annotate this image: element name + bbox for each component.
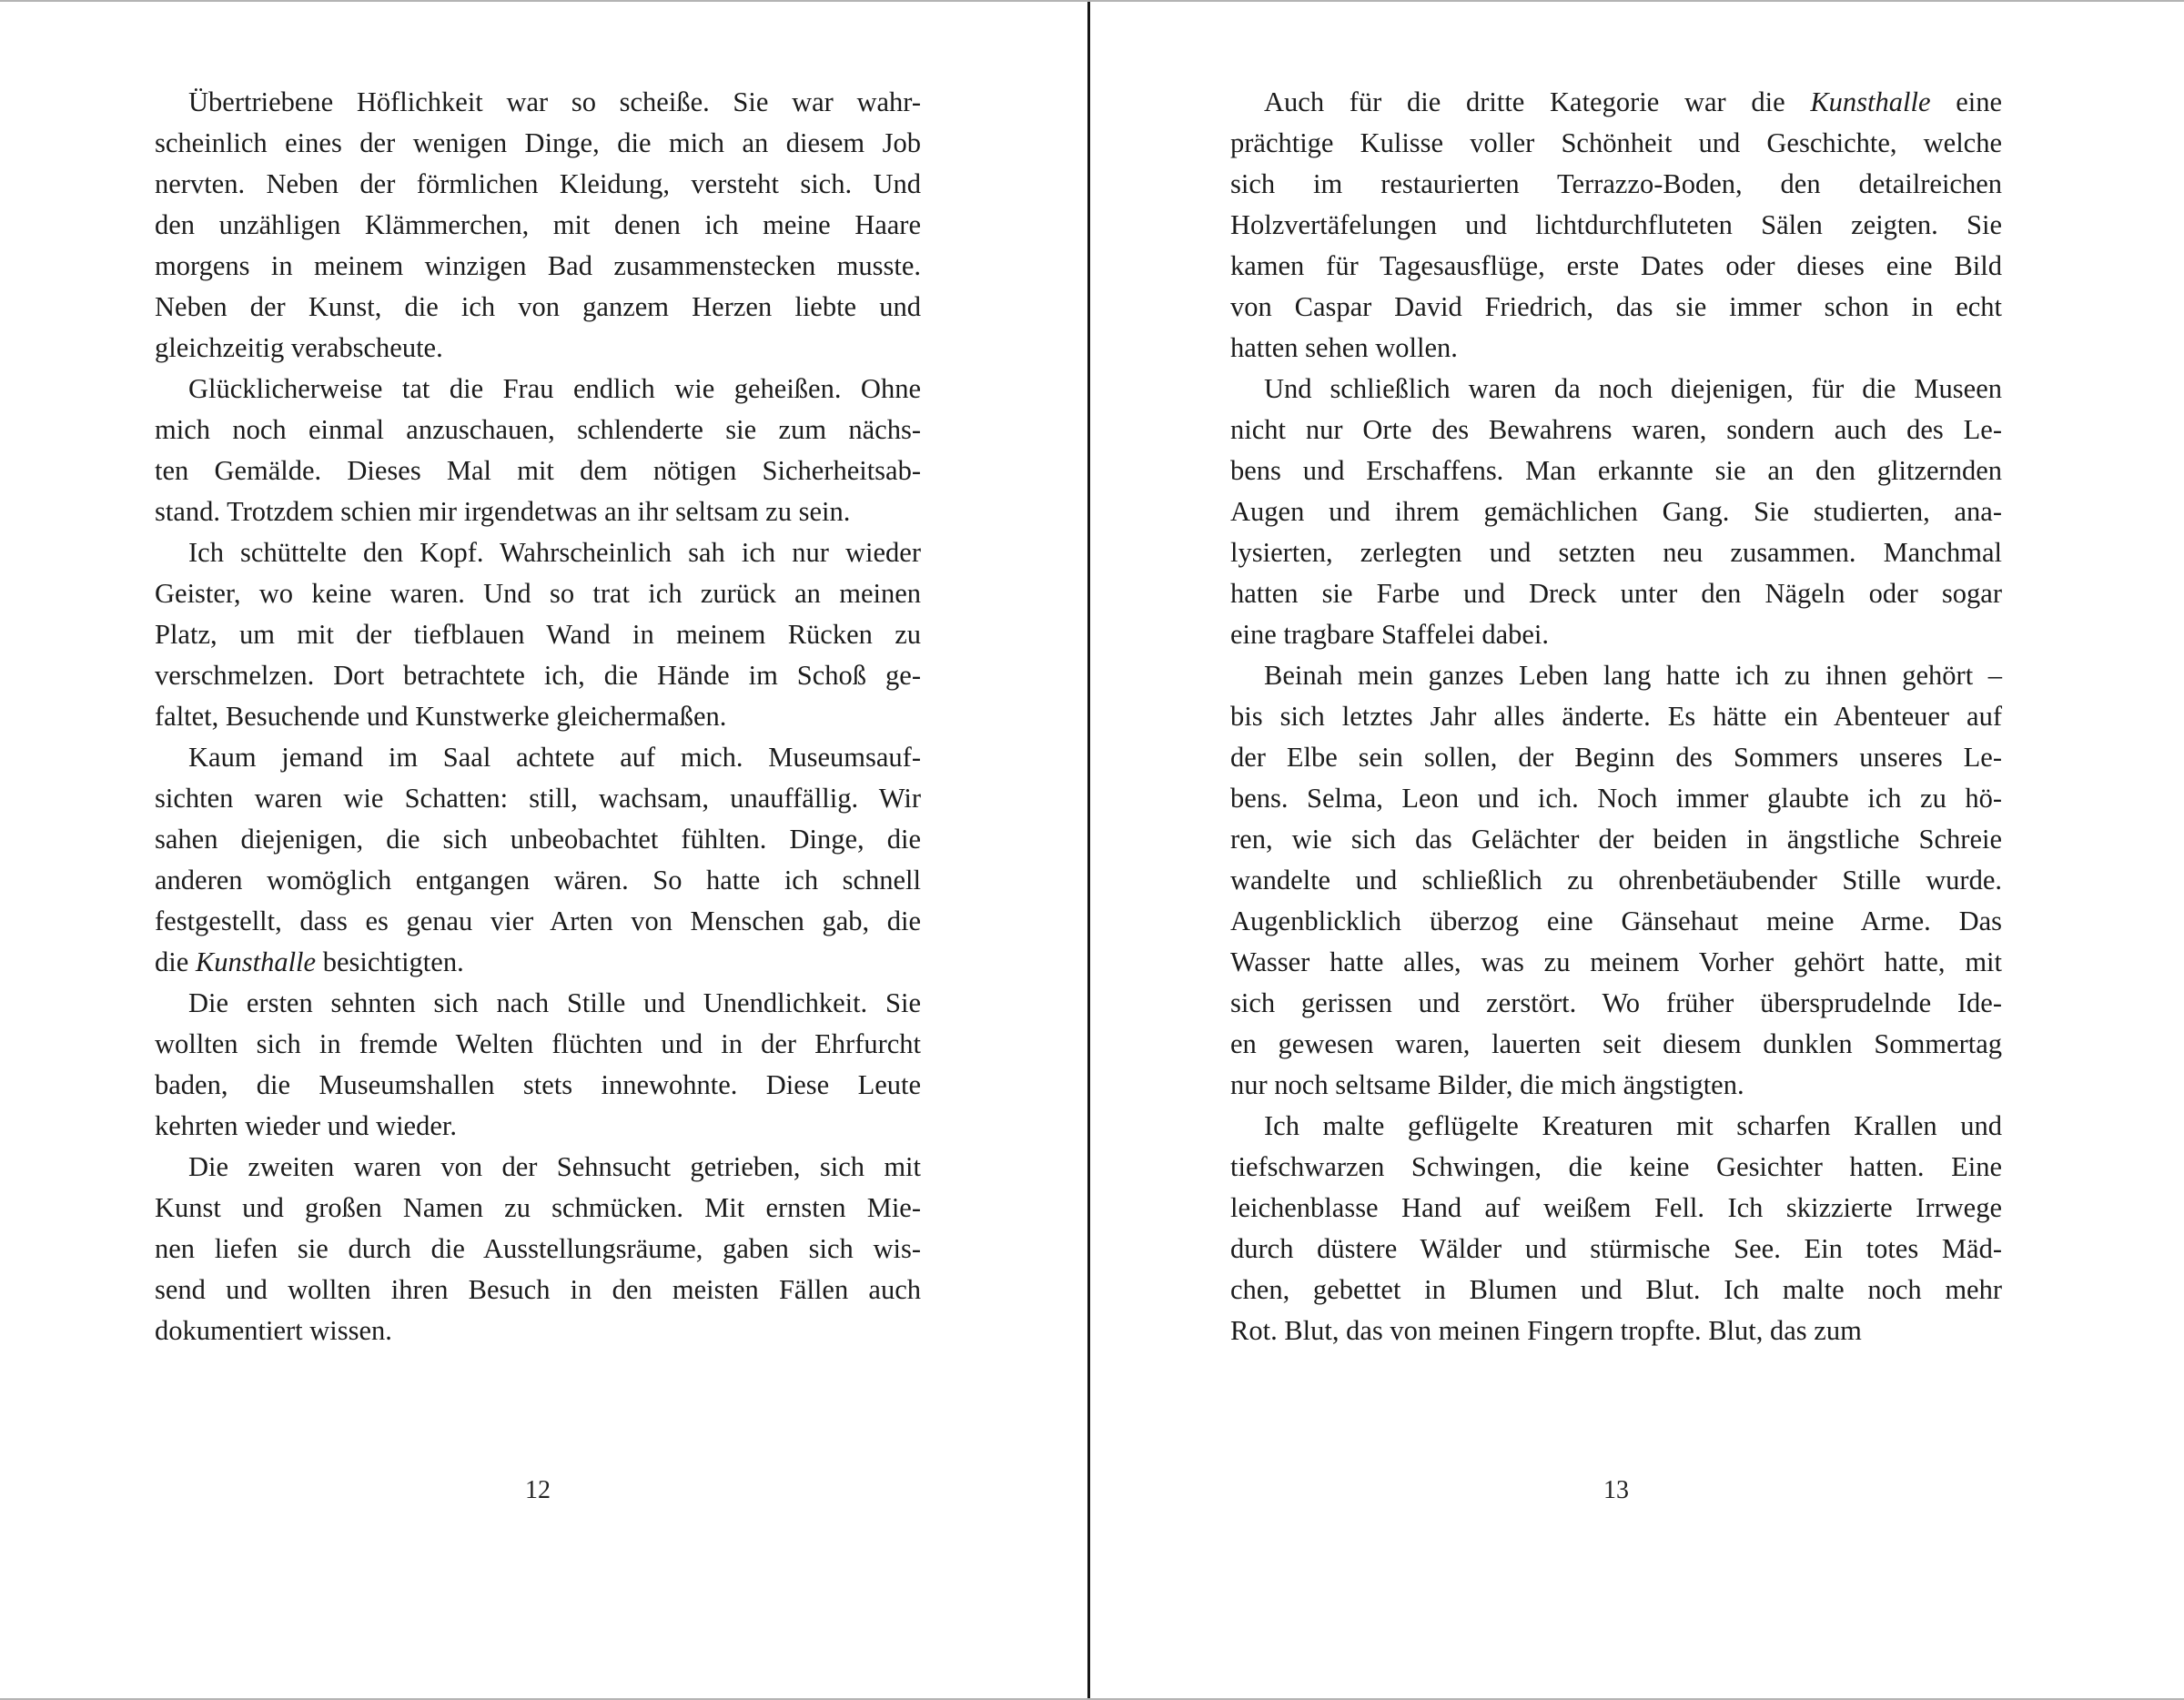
- text-line: [155, 737, 921, 778]
- page-left-number: 12: [525, 1476, 551, 1504]
- text-segment: festgestellt, dass es genau vier Arten von Menschen gab, die: [155, 906, 921, 936]
- text-segment: bens. Selma, Leon und ich. Noch immer glaubte ich zu hö-: [1230, 783, 2002, 814]
- text-line: [155, 205, 921, 246]
- paragraph: [155, 983, 921, 1147]
- text-line: [1230, 1310, 2002, 1351]
- text-segment: Glücklicherweise tat die Frau endlich wie geheißen. Ohne: [188, 373, 921, 404]
- text-segment: ren, wie sich das Gelächter der beiden in ängstliche Schreie: [1230, 824, 2002, 855]
- text-line: [1230, 450, 2002, 491]
- text-line: [1230, 942, 2002, 983]
- text-segment: hatten sehen wollen.: [1230, 332, 1458, 363]
- text-segment: die: [155, 946, 196, 977]
- paragraph: [1230, 369, 2002, 655]
- text-line: [1230, 696, 2002, 737]
- text-line: [1230, 164, 2002, 205]
- text-segment: eine tragbare Staffelei dabei.: [1230, 619, 1550, 650]
- text-line: [155, 328, 921, 369]
- text-line: [155, 819, 921, 860]
- text-line: [155, 778, 921, 819]
- text-line: [155, 655, 921, 696]
- text-segment: der Elbe sein sollen, der Beginn des Sommers unseres Le-: [1230, 742, 2002, 773]
- text-line: [1230, 246, 2002, 287]
- text-line: [1230, 532, 2002, 573]
- text-segment: chen, gebettet in Blumen und Blut. Ich malte noch mehr: [1230, 1274, 2002, 1305]
- text-segment: mich noch einmal anzuschauen, schlenderte sie zum nächs-: [155, 414, 921, 445]
- text-line: [1230, 983, 2002, 1024]
- text-segment: leichenblasse Hand auf weißem Fell. Ich skizzierte Irrwege: [1230, 1192, 2002, 1223]
- text-segment: Übertriebene Höflichkeit war so scheiße. Sie war wahr-: [188, 86, 921, 117]
- text-line: [1230, 123, 2002, 164]
- text-line: [155, 82, 921, 123]
- paragraph: [155, 1147, 921, 1351]
- text-line: [155, 1310, 921, 1351]
- text-line: [1230, 82, 2002, 123]
- text-segment: baden, die Museumshallen stets innewohnte. Diese Leute: [155, 1069, 921, 1100]
- text-segment: Rot. Blut, das von meinen Fingern tropfte. Blut, das zum: [1230, 1315, 1862, 1346]
- page-right-text-block: [1230, 82, 2002, 1351]
- text-segment: sichten waren wie Schatten: still, wachsam, unauffällig. Wir: [155, 783, 921, 814]
- text-line: [1230, 901, 2002, 942]
- text-segment: dokumentiert wissen.: [155, 1315, 392, 1346]
- text-line: [155, 860, 921, 901]
- text-segment: sich gerissen und zerstört. Wo früher übersprudelnde Ide-: [1230, 987, 2002, 1018]
- text-segment: eine: [1930, 86, 2002, 117]
- text-segment: gleichzeitig verabscheute.: [155, 332, 443, 363]
- text-segment: sahen diejenigen, die sich unbeobachtet fühlten. Dinge, die: [155, 824, 921, 855]
- text-line: [1230, 860, 2002, 901]
- text-segment: lysierten, zerlegten und setzten neu zusammen. Manchmal: [1230, 537, 2002, 568]
- text-line: [155, 1270, 921, 1310]
- text-line: [1230, 491, 2002, 532]
- text-line: [1230, 1270, 2002, 1310]
- text-segment: Holzvertäfelungen und lichtdurchfluteten Sälen zeigten. Sie: [1230, 209, 2002, 240]
- text-line: [155, 164, 921, 205]
- text-segment: en gewesen waren, lauerten seit diesem dunklen Sommertag: [1230, 1028, 2002, 1059]
- text-line: [155, 532, 921, 573]
- text-segment: Platz, um mit der tiefblauen Wand in meinem Rücken zu: [155, 619, 921, 650]
- text-line: [1230, 205, 2002, 246]
- text-line: [155, 942, 921, 983]
- text-line: [155, 614, 921, 655]
- text-segment: sich im restaurierten Terrazzo-Boden, den detailreichen: [1230, 168, 2002, 199]
- text-segment: Und schließlich waren da noch diejenigen, für die Museen: [1264, 373, 2002, 404]
- text-line: [155, 1106, 921, 1147]
- text-segment: Neben der Kunst, die ich von ganzem Herzen liebte und: [155, 291, 921, 322]
- text-segment: morgens in meinem winzigen Bad zusammenstecken musste.: [155, 250, 921, 281]
- text-segment: Ich malte geflügelte Kreaturen mit scharfen Krallen und: [1264, 1110, 2002, 1141]
- text-line: [1230, 369, 2002, 410]
- text-segment: wollten sich in fremde Welten flüchten und in der Ehrfurcht: [155, 1028, 921, 1059]
- text-line: [155, 1188, 921, 1229]
- text-line: [155, 410, 921, 450]
- text-line: [155, 491, 921, 532]
- text-segment: Augenblicklich überzog eine Gänsehaut meine Arme. Das: [1230, 906, 2002, 936]
- text-segment: verschmelzen. Dort betrachtete ich, die Hände im Schoß ge-: [155, 660, 921, 691]
- paragraph: [155, 532, 921, 737]
- text-segment: Geister, wo keine waren. Und so trat ich zurück an meinen: [155, 578, 921, 609]
- text-line: [1230, 1229, 2002, 1270]
- text-line: [1230, 573, 2002, 614]
- text-line: [155, 246, 921, 287]
- text-segment: besichtigten.: [316, 946, 464, 977]
- text-segment: kamen für Tagesausflüge, erste Dates oder dieses eine Bild: [1230, 250, 2002, 281]
- text-segment: von Caspar David Friedrich, das sie immer schon in echt: [1230, 291, 2002, 322]
- text-line: [1230, 1024, 2002, 1065]
- text-line: [155, 983, 921, 1024]
- text-segment: anderen womöglich entgangen wären. So hatte ich schnell: [155, 865, 921, 896]
- text-segment: Die ersten sehnten sich nach Stille und Unendlichkeit. Sie: [188, 987, 921, 1018]
- paragraph: [155, 369, 921, 532]
- text-segment: nur noch seltsame Bilder, die mich ängstigten.: [1230, 1069, 1744, 1100]
- text-line: [1230, 614, 2002, 655]
- text-line: [1230, 328, 2002, 369]
- text-segment: Beinah mein ganzes Leben lang hatte ich zu ihnen gehört –: [1264, 660, 2002, 691]
- text-segment: den unzähligen Klämmerchen, mit denen ich meine Haare: [155, 209, 921, 240]
- text-segment: hatten sie Farbe und Dreck unter den Nägeln oder sogar: [1230, 578, 2002, 609]
- text-line: [155, 1024, 921, 1065]
- text-segment: scheinlich eines der wenigen Dinge, die mich an diesem Job: [155, 127, 921, 158]
- text-line: [155, 123, 921, 164]
- text-line: [1230, 819, 2002, 860]
- text-line: [155, 369, 921, 410]
- text-segment: nicht nur Orte des Bewahrens waren, sondern auch des Le-: [1230, 414, 2002, 445]
- text-segment: Augen und ihrem gemächlichen Gang. Sie studierten, ana-: [1230, 496, 2002, 527]
- text-line: [1230, 1188, 2002, 1229]
- italic-text: Kunsthalle: [1810, 86, 1931, 117]
- text-segment: ten Gemälde. Dieses Mal mit dem nötigen Sicherheitsab-: [155, 455, 921, 486]
- paragraph: [1230, 1106, 2002, 1351]
- text-line: [1230, 737, 2002, 778]
- text-segment: prächtige Kulisse voller Schönheit und Geschichte, welche: [1230, 127, 2002, 158]
- text-line: [155, 573, 921, 614]
- text-segment: Wasser hatte alles, was zu meinem Vorher gehört hatte, mit: [1230, 946, 2002, 977]
- paragraph: [155, 737, 921, 983]
- text-line: [155, 1147, 921, 1188]
- text-segment: Die zweiten waren von der Sehnsucht getrieben, sich mit: [188, 1151, 921, 1182]
- text-segment: nervten. Neben der förmlichen Kleidung, versteht sich. Und: [155, 168, 921, 199]
- page-left-text-block: [155, 82, 921, 1351]
- text-line: [1230, 410, 2002, 450]
- text-segment: Ich schüttelte den Kopf. Wahrscheinlich sah ich nur wieder: [188, 537, 921, 568]
- paragraph: [155, 82, 921, 369]
- italic-text: Kunsthalle: [195, 946, 317, 977]
- text-segment: Auch für die dritte Kategorie war die: [1264, 86, 1811, 117]
- text-segment: Kaum jemand im Saal achtete auf mich. Museumsauf-: [188, 742, 921, 773]
- text-line: [155, 1229, 921, 1270]
- text-line: [155, 696, 921, 737]
- text-line: [1230, 655, 2002, 696]
- text-segment: kehrten wieder und wieder.: [155, 1110, 457, 1141]
- text-line: [1230, 1065, 2002, 1106]
- text-segment: nen liefen sie durch die Ausstellungsräume, gaben sich wis-: [155, 1233, 921, 1264]
- text-segment: wandelte und schließlich zu ohrenbetäubender Stille wurde.: [1230, 865, 2002, 896]
- text-line: [1230, 1106, 2002, 1147]
- text-segment: durch düstere Wälder und stürmische See. Ein totes Mäd-: [1230, 1233, 2002, 1264]
- page-gutter-divider: [1087, 2, 1090, 1698]
- text-line: [155, 450, 921, 491]
- text-segment: Kunst und großen Namen zu schmücken. Mit ernsten Mie-: [155, 1192, 921, 1223]
- text-line: [155, 1065, 921, 1106]
- text-segment: tiefschwarzen Schwingen, die keine Gesichter hatten. Eine: [1230, 1151, 2002, 1182]
- text-segment: bens und Erschaffens. Man erkannte sie an den glitzernden: [1230, 455, 2002, 486]
- text-line: [1230, 287, 2002, 328]
- text-segment: send und wollten ihren Besuch in den meisten Fällen auch: [155, 1274, 921, 1305]
- page-right-number: 13: [1603, 1476, 1629, 1504]
- text-line: [1230, 1147, 2002, 1188]
- text-segment: stand. Trotzdem schien mir irgendetwas an ihr seltsam zu sein.: [155, 496, 851, 527]
- text-line: [1230, 778, 2002, 819]
- text-line: [155, 287, 921, 328]
- paragraph: [1230, 82, 2002, 369]
- text-segment: bis sich letztes Jahr alles änderte. Es hätte ein Abenteuer auf: [1230, 701, 2002, 732]
- paragraph: [1230, 655, 2002, 1106]
- text-segment: faltet, Besuchende und Kunstwerke gleichermaßen.: [155, 701, 727, 732]
- text-line: [155, 901, 921, 942]
